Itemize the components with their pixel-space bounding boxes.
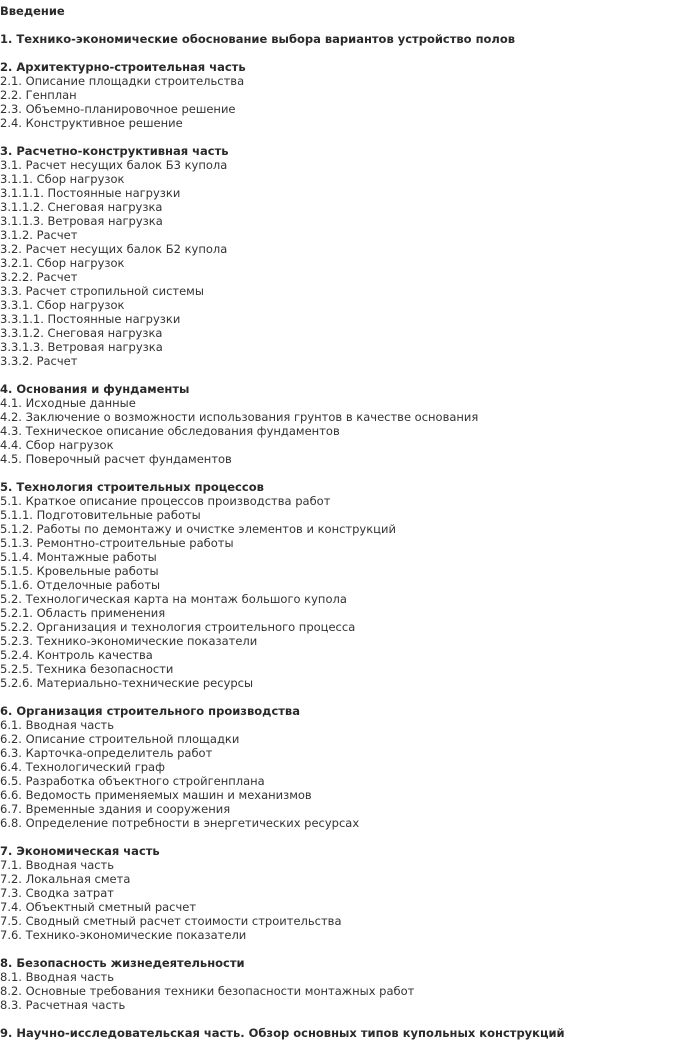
toc-item: 8.2. Основные требования техники безопасности монтажных работ — [0, 984, 415, 998]
toc-item: 6.5. Разработка объектного стройгенплана — [0, 774, 265, 788]
toc-section-heading: 5. Технология строительных процессов — [0, 480, 264, 494]
blank-spacer — [0, 1012, 700, 1026]
toc-item: 3.1. Расчет несущих балок Б3 купола — [0, 158, 228, 172]
toc-item: 4.5. Поверочный расчет фундаментов — [0, 452, 232, 466]
toc-section-heading: 6. Организация строительного производства — [0, 704, 300, 718]
toc-item: 3.3.1.3. Ветровая нагрузка — [0, 340, 163, 354]
toc-item: 3.3.2. Расчет — [0, 354, 78, 368]
toc-item: 5.2.5. Техника безопасности — [0, 662, 174, 676]
toc-item: 4.2. Заключение о возможности использования грунтов в качестве основания — [0, 410, 479, 424]
toc-item: 3.1.1.3. Ветровая нагрузка — [0, 214, 163, 228]
toc-item: 6.2. Описание строительной площадки — [0, 732, 240, 746]
toc-item: 3.2.1. Сбор нагрузок — [0, 256, 125, 270]
toc-item: 5.1.3. Ремонтно-строительные работы — [0, 536, 234, 550]
toc-item: 5.2.6. Материально-технические ресурсы — [0, 676, 254, 690]
toc-item: 2.3. Объемно-планировочное решение — [0, 102, 236, 116]
toc-item: 3.2.2. Расчет — [0, 270, 78, 284]
toc-item: 4.1. Исходные данные — [0, 396, 136, 410]
toc-item: 2.1. Описание площадки строительства — [0, 74, 245, 88]
toc-item: 6.8. Определение потребности в энергетических ресурсах — [0, 816, 360, 830]
toc-item: 7.6. Технико-экономические показатели — [0, 928, 247, 942]
toc-item: 3.1.1.2. Снеговая нагрузка — [0, 200, 163, 214]
table-of-contents — [0, 4, 700, 1040]
toc-item: 3.3.1. Сбор нагрузок — [0, 298, 125, 312]
toc-item: 3.2. Расчет несущих балок Б2 купола — [0, 242, 228, 256]
toc-item: 3.1.1.1. Постоянные нагрузки — [0, 186, 181, 200]
toc-item: 5.2.1. Область применения — [0, 606, 166, 620]
toc-item: 7.3. Сводка затрат — [0, 886, 114, 900]
toc-section-heading: Введение — [0, 4, 65, 18]
toc-item: 5.1.1. Подготовительные работы — [0, 508, 201, 522]
toc-section-heading: 1. Технико-экономические обоснование выбора вариантов устройство полов — [0, 32, 516, 46]
toc-item: 8.1. Вводная часть — [0, 970, 115, 984]
toc-item: 5.1.4. Монтажные работы — [0, 550, 157, 564]
toc-item: 5.1.2. Работы по демонтажу и очистке элементов и конструкций — [0, 522, 396, 536]
blank-spacer — [0, 942, 700, 956]
toc-section-heading: 3. Расчетно-конструктивная часть — [0, 144, 229, 158]
toc-item: 3.3.1.1. Постоянные нагрузки — [0, 312, 181, 326]
toc-item: 6.7. Временные здания и сооружения — [0, 802, 231, 816]
toc-item: 5.1. Краткое описание процессов производства работ — [0, 494, 331, 508]
toc-item: 7.5. Сводный сметный расчет стоимости строительства — [0, 914, 342, 928]
toc-item: 8.3. Расчетная часть — [0, 998, 126, 1012]
toc-section-heading: 4. Основания и фундаменты — [0, 382, 190, 396]
toc-item: 3.1.1. Сбор нагрузок — [0, 172, 125, 186]
toc-section-heading: 8. Безопасность жизнедеятельности — [0, 956, 245, 970]
blank-spacer — [0, 830, 700, 844]
blank-spacer — [0, 130, 700, 144]
toc-item: 4.3. Техническое описание обследования фундаментов — [0, 424, 340, 438]
toc-item: 2.4. Конструктивное решение — [0, 116, 183, 130]
toc-item: 7.1. Вводная часть — [0, 858, 115, 872]
toc-item: 5.1.5. Кровельные работы — [0, 564, 159, 578]
toc-item: 2.2. Генплан — [0, 88, 77, 102]
blank-spacer — [0, 690, 700, 704]
toc-item: 7.4. Объектный сметный расчет — [0, 900, 197, 914]
blank-spacer — [0, 368, 700, 382]
toc-item: 3.3. Расчет стропильной системы — [0, 284, 204, 298]
toc-item: 6.3. Карточка-определитель работ — [0, 746, 213, 760]
toc-item: 6.6. Ведомость применяемых машин и механизмов — [0, 788, 312, 802]
blank-spacer — [0, 466, 700, 480]
toc-item: 5.2.3. Технико-экономические показатели — [0, 634, 258, 648]
toc-item: 5.2.2. Организация и технология строительного процесса — [0, 620, 356, 634]
blank-spacer — [0, 18, 700, 32]
toc-section-heading: 2. Архитектурно-строительная часть — [0, 60, 246, 74]
toc-section-heading: 7. Экономическая часть — [0, 844, 160, 858]
toc-item: 3.1.2. Расчет — [0, 228, 78, 242]
toc-item: 6.4. Технологический граф — [0, 760, 165, 774]
toc-item: 7.2. Локальная смета — [0, 872, 131, 886]
blank-spacer — [0, 46, 700, 60]
toc-item: 5.1.6. Отделочные работы — [0, 578, 161, 592]
toc-item: 4.4. Сбор нагрузок — [0, 438, 114, 452]
toc-item: 6.1. Вводная часть — [0, 718, 115, 732]
toc-section-heading: 9. Научно-исследовательская часть. Обзор основных типов купольных конструкций — [0, 1026, 565, 1040]
toc-item: 5.2.4. Контроль качества — [0, 648, 153, 662]
toc-item: 5.2. Технологическая карта на монтаж большого купола — [0, 592, 347, 606]
toc-item: 3.3.1.2. Снеговая нагрузка — [0, 326, 163, 340]
